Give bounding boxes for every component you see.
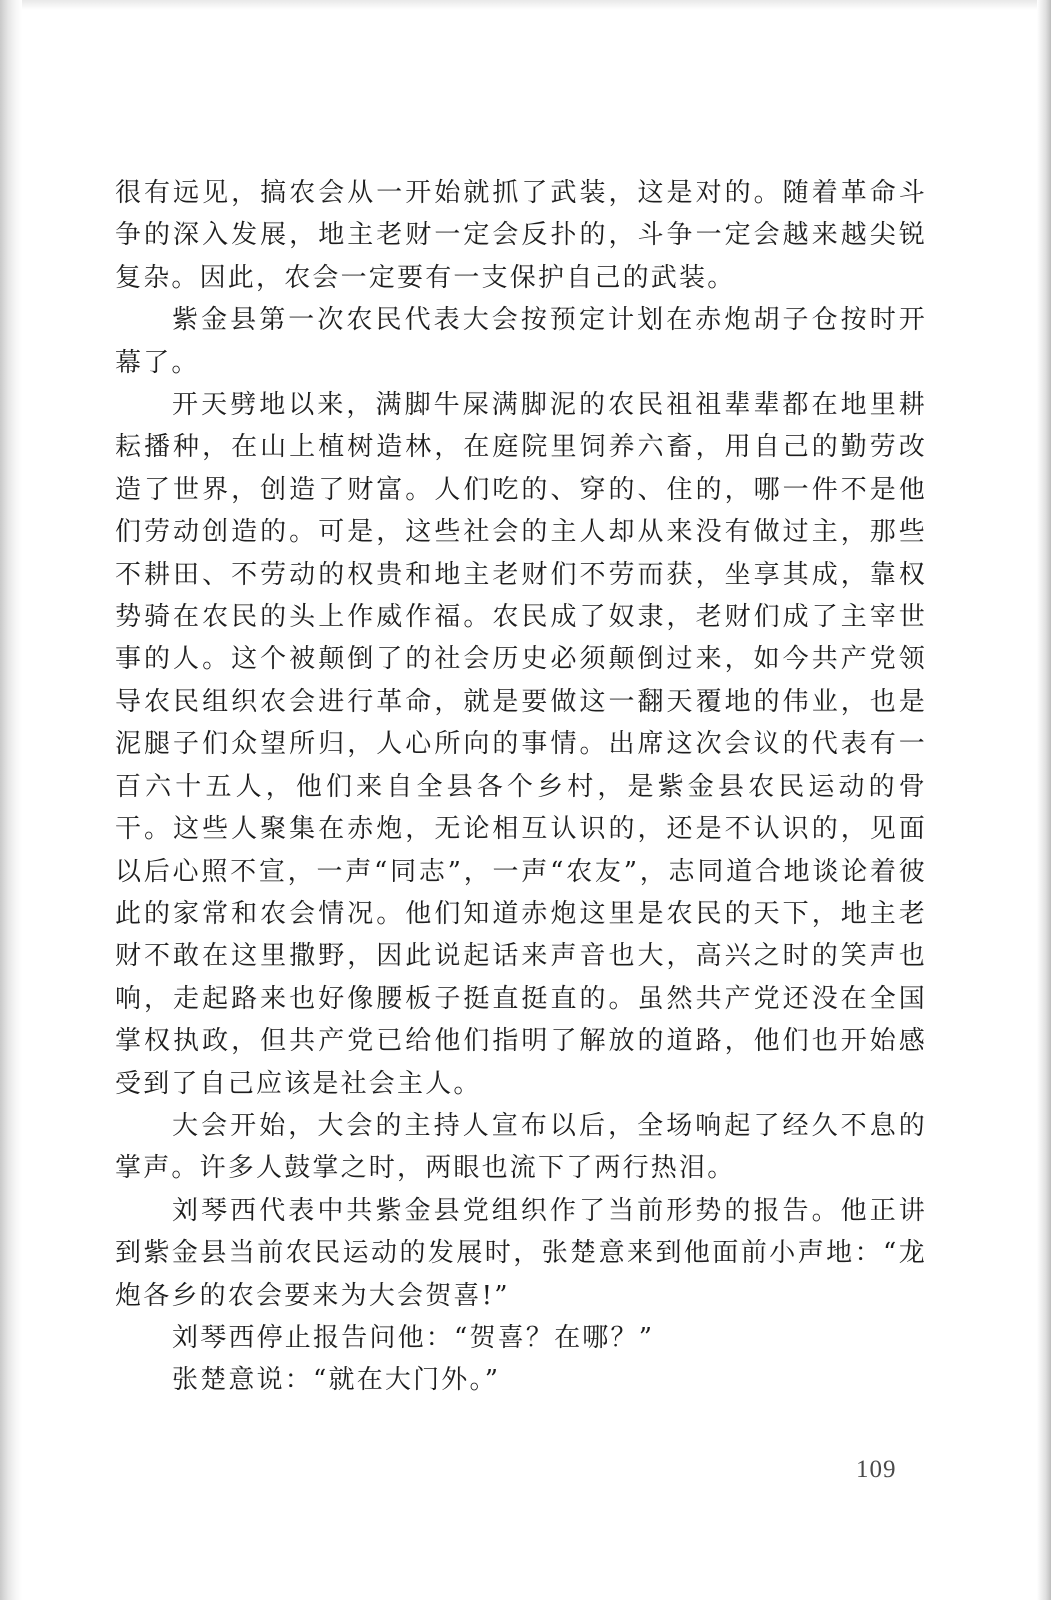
page-number: 109 [856, 1456, 897, 1483]
paragraph-continued-armed-forces: 很有远见，搞农会从一开始就抓了武装，这是对的。随着革命斗争的深入发展，地主老财一定会反扑的，斗争一定会越来越尖锐复杂。因此，农会一定要有一支保护自己的武装。 [115, 178, 927, 293]
paragraph-peasants-history: 开天劈地以来，满脚牛屎满脚泥的农民祖祖辈辈都在地里耕耘播种，在山上植树造林，在庭院里饲养六畜，用自己的勤劳改造了世界，创造了财富。人们吃的、穿的、住的，哪一件不是他们劳动创造的。可是，这些社会的主人却从来没有做过主，那些不耕田、不劳动的权贵和地主老财们不劳而获，坐享其成，靠权势骑在农民的头上作威作福。农民成了奴隶，老财们成了主宰世事的人。这个被颠倒了的社会历史必须颠倒过来，如今共产党领导农民组织农会进行革命，就是要做这一翻天覆地的伟业，也是泥腿子们众望所归，人心所向的事情。出席这次会议的代表有一百六十五人，他们来自全县各个乡村，是紫金县农民运动的骨干。这些人聚集在赤炮，无论相互认识的，还是不认识的，见面以后心照不宣，一声“同志”，一声“农友”，志同道合地谈论着彼此的家常和农会情况。他们知道赤炮这里是农民的天下，地主老财不敢在这里撒野，因此说起话来声音也大，高兴之时的笑声也响，走起路来也好像腰板子挺直挺直的。虽然共产党还没在全国掌权执政，但共产党已给他们指明了解放的道路，他们也开始感受到了自己应该是社会主人。 [115, 390, 927, 1099]
paragraph-liu-report: 刘琴西代表中共紫金县党组织作了当前形势的报告。他正讲到紫金县当前农民运动的发展时，张楚意来到他面前小声地：“龙炮各乡的农会要来为大会贺喜!” [115, 1195, 927, 1311]
paragraph-zhang-answer: 张楚意说：“就在大门外。” [172, 1365, 501, 1396]
paragraph-liu-question: 刘琴西停止报告问他：“贺喜？在哪？” [172, 1322, 655, 1353]
paragraph-applause: 大会开始，大会的主持人宣布以后，全场响起了经久不息的掌声。许多人鼓掌之时，两眼也流下了两行热泪。 [115, 1110, 927, 1184]
body-text [115, 172, 927, 1402]
scan-edge-right [1037, 0, 1051, 1600]
paragraph-congress-opening: 紫金县第一次农民代表大会按预定计划在赤炮胡子仓按时开幕了。 [115, 305, 927, 378]
scan-edge-left [0, 0, 22, 1600]
scan-edge-top [0, 0, 1051, 10]
